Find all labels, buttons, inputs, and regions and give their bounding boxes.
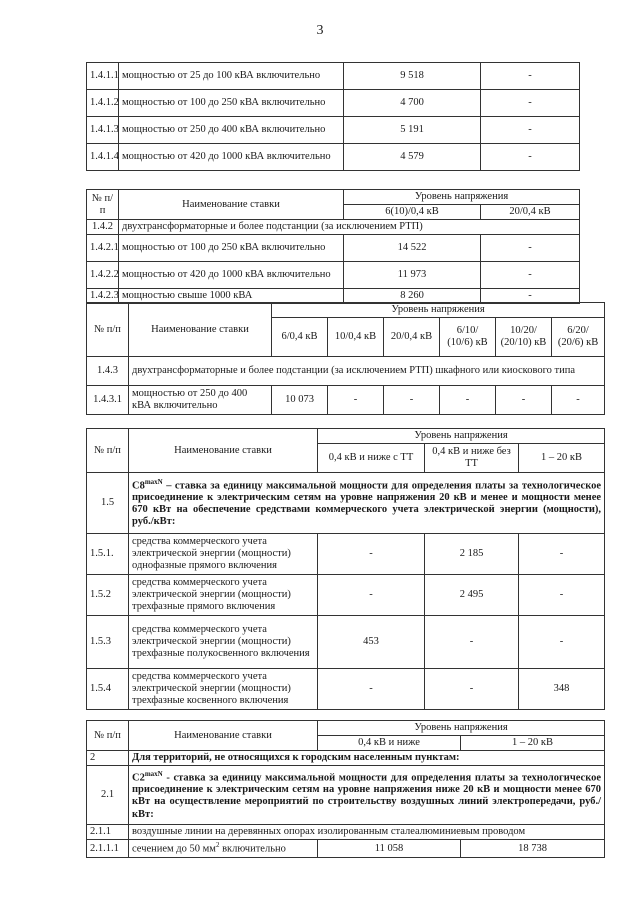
table-row (87, 534, 605, 575)
row-value: 8 260 (344, 289, 481, 304)
section-description: – ставка за единицу максимальной мощности для определения платы за технологическое присоединение к электрическим сетям на уровне напряжения 20 кВ и менее и мощности менее 670 кВт на обеспечение средствами коммерческого учета электрической энергии (мощности), руб./кВт: (132, 480, 602, 528)
table-row (87, 235, 580, 262)
row-value: 348 (519, 669, 605, 710)
row-value: - (481, 262, 580, 289)
row-value: 14 522 (344, 235, 481, 262)
header-col-voltage: 6/0,4 кВ (272, 318, 328, 357)
header-name: Наименование ставки (129, 721, 318, 751)
header-col-voltage: 6/20/ (20/6) кВ (552, 318, 605, 357)
row-num: 1.4.1.3 (87, 117, 119, 144)
row-value: - (519, 534, 605, 575)
row-value: - (425, 616, 519, 669)
row-text-part: включительно (219, 843, 286, 855)
row-name: мощностью от 25 до 100 кВА включительно (119, 63, 344, 90)
section-num: 1.4.2 (87, 220, 119, 235)
row-2-1-1-num: 2.1.1 (87, 825, 129, 840)
table-1-4-2 (86, 189, 580, 304)
header-col-6-10: 6(10)/0,4 кВ (344, 205, 481, 220)
header-col-voltage: 20/0,4 кВ (384, 318, 440, 357)
section-text (129, 473, 605, 534)
table-2 (86, 720, 605, 858)
row-value: - (552, 386, 605, 415)
row-name: мощностью от 100 до 250 кВА включительно (119, 235, 344, 262)
rate-code-sup: maxN (144, 769, 163, 778)
row-value: - (481, 144, 580, 171)
header-level: Уровень напряжения (344, 190, 580, 205)
row-value: - (318, 669, 425, 710)
table-1-5 (86, 428, 605, 710)
row-value: - (481, 235, 580, 262)
row-value: - (318, 575, 425, 616)
header-col-20: 20/0,4 кВ (481, 205, 580, 220)
row-name: мощностью от 250 до 400 кВА включительно (129, 386, 272, 415)
header-col-1-20: 1 – 20 кВ (519, 444, 605, 473)
row-2-1-1-text: воздушные линии на деревянных опорах изолированным сталеалюминиевым проводом (129, 825, 605, 840)
row-2-1-description: - ставка за единицу максимальной мощности для определения платы за технологическое присоединение к электрическим сетям на уровне напряжения ниже 20 кВ и мощности менее 670 кВт на осуществление мероприятий по строительству воздушных линий электропередачи, руб./кВт: (132, 772, 602, 820)
row-value: 2 185 (425, 534, 519, 575)
row-num: 1.5.2 (87, 575, 129, 616)
row-name: мощностью свыше 1000 кВА (119, 289, 344, 304)
row-2-1-text (129, 766, 605, 825)
table-row (87, 63, 580, 90)
table-row (87, 575, 605, 616)
row-value: - (425, 669, 519, 710)
row-value: - (440, 386, 496, 415)
header-num: № п/п (87, 303, 129, 357)
table-row (87, 90, 580, 117)
table-1-4-3 (86, 302, 605, 415)
table-row (87, 117, 580, 144)
header-level: Уровень напряжения (272, 303, 605, 318)
header-col-voltage: 10/20/ (20/10) кВ (496, 318, 552, 357)
header-col-with-tt: 0,4 кВ и ниже с ТТ (318, 444, 425, 473)
row-num: 1.4.1.2 (87, 90, 119, 117)
row-value: 453 (318, 616, 425, 669)
row-value: 10 073 (272, 386, 328, 415)
row-value: - (519, 575, 605, 616)
row-value: - (328, 386, 384, 415)
row-name: средства коммерческого учета электрической энергии (мощности) трехфазные косвенного включения (129, 669, 318, 710)
table-1-4-1 (86, 62, 580, 171)
header-level: Уровень напряжения (318, 429, 605, 444)
row-num: 1.4.2.2 (87, 262, 119, 289)
row-value: 11 973 (344, 262, 481, 289)
row-num: 1.4.1.4 (87, 144, 119, 171)
header-col-1-20: 1 – 20 кВ (461, 736, 605, 751)
section-name: двухтрансформаторные и более подстанции (за исключением РТП) (119, 220, 580, 235)
row-value: 4 700 (344, 90, 481, 117)
section-name: двухтрансформаторные и более подстанции (за исключением РТП) шкафного или киоскового типа (129, 357, 605, 386)
row-name: мощностью от 420 до 1000 кВА включительно (119, 144, 344, 171)
row-2-1-1-1-num: 2.1.1.1 (87, 840, 129, 858)
row-num: 1.4.3.1 (87, 386, 129, 415)
rate-code-sup: maxN (144, 477, 163, 486)
row-value: - (481, 117, 580, 144)
table-row (87, 144, 580, 171)
header-num: № п/п (87, 190, 119, 220)
table-row (87, 669, 605, 710)
row-value: 5 191 (344, 117, 481, 144)
section-num: 1.5 (87, 473, 129, 534)
row-value: 2 495 (425, 575, 519, 616)
header-num: № п/п (87, 429, 129, 473)
header-num: № п/п (87, 721, 129, 751)
row-num: 1.4.2.3 (87, 289, 119, 304)
row-2-1-num: 2.1 (87, 766, 129, 825)
row-value: - (496, 386, 552, 415)
row-value: - (519, 616, 605, 669)
header-col-04: 0,4 кВ и ниже (318, 736, 461, 751)
row-text-part: сечением до 50 мм (132, 843, 216, 855)
header-col-without-tt: 0,4 кВ и ниже без ТТ (425, 444, 519, 473)
row-num: 1.4.1.1 (87, 63, 119, 90)
rate-code: C2 (132, 772, 145, 784)
row-name: мощностью от 250 до 400 кВА включительно (119, 117, 344, 144)
row-2-1-1-1-value-04: 11 058 (318, 840, 461, 858)
row-num: 1.5.1. (87, 534, 129, 575)
table-row (87, 616, 605, 669)
rate-code: C8 (132, 480, 145, 492)
header-col-voltage: 6/10/ (10/6) кВ (440, 318, 496, 357)
row-value: 4 579 (344, 144, 481, 171)
row-value: - (481, 63, 580, 90)
header-name: Наименование ставки (129, 429, 318, 473)
row-name: средства коммерческого учета электрической энергии (мощности) однофазные прямого включения (129, 534, 318, 575)
row-value: - (481, 90, 580, 117)
row-value: - (481, 289, 580, 304)
row-value: - (384, 386, 440, 415)
row-num: 1.5.3 (87, 616, 129, 669)
row-2-num: 2 (87, 751, 129, 766)
table-row (87, 262, 580, 289)
header-name: Наименование ставки (129, 303, 272, 357)
row-name: средства коммерческого учета электрической энергии (мощности) трехфазные полукосвенного включения (129, 616, 318, 669)
row-value: - (318, 534, 425, 575)
row-2-1-1-1-text (129, 840, 318, 858)
row-text-sup: 2 (215, 841, 220, 850)
row-2-text: Для территорий, не относящихся к городским населенным пунктам: (129, 751, 605, 766)
row-num: 1.5.4 (87, 669, 129, 710)
row-value: 9 518 (344, 63, 481, 90)
section-num: 1.4.3 (87, 357, 129, 386)
header-name: Наименование ставки (119, 190, 344, 220)
row-name: средства коммерческого учета электрической энергии (мощности) трехфазные прямого включения (129, 575, 318, 616)
row-name: мощностью от 420 до 1000 кВА включительно (119, 262, 344, 289)
row-2-1-1-1-value-1-20: 18 738 (461, 840, 605, 858)
row-name: мощностью от 100 до 250 кВА включительно (119, 90, 344, 117)
row-num: 1.4.2.1 (87, 235, 119, 262)
header-col-voltage: 10/0,4 кВ (328, 318, 384, 357)
header-level: Уровень напряжения (318, 721, 605, 736)
page-number: 3 (316, 23, 324, 38)
